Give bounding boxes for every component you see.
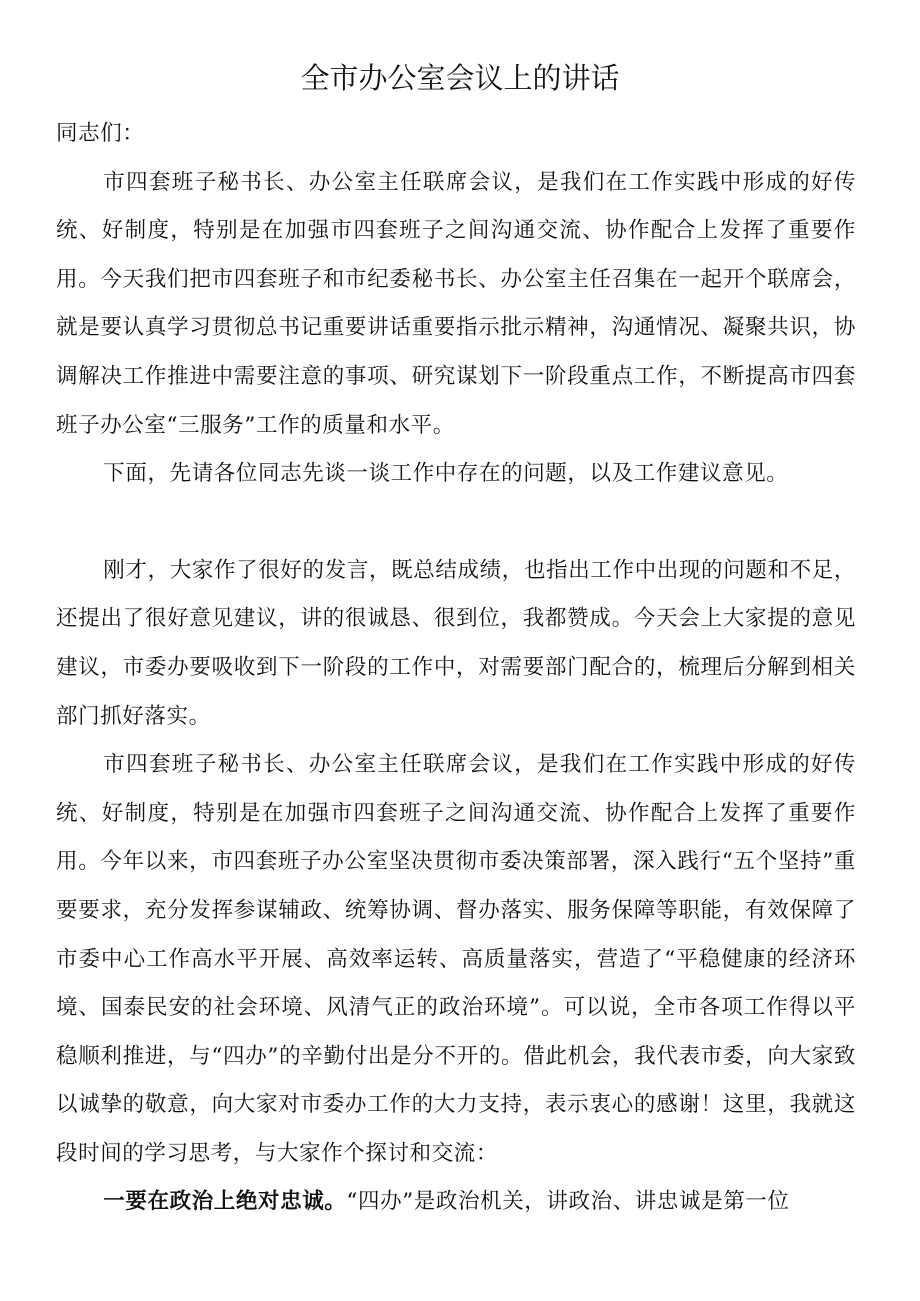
paragraph-spacer — [56, 499, 856, 547]
document-title: 全市办公室会议上的讲话 — [300, 61, 620, 95]
paragraph-opening: 市四套班子秘书长、办公室主任联席会议，是我们在工作实践中形成的好传统、好制度，特别是在加强市四套班子之间沟通交流、协作配合上发挥了重要作用。今天我们把市四套班子和市纪委秘书长、办公室主任召集在一起开个联席会，就是要认真学习贯彻总书记重要讲话重要指示批示精神，沟通情况、凝聚共识，协调解决工作推进中需要注意的事项、研究谋划下一阶段重点工作，不断提高市四套班子办公室“三服务”工作的质量和水平。 — [56, 169, 856, 438]
point-one-text: “四办”是政治机关，讲政治、讲忠诚是第一位 — [346, 1189, 790, 1215]
salutation: 同志们： — [56, 121, 145, 146]
document-body — [56, 110, 856, 1227]
paragraph-invite-discussion: 下面，先请各位同志先谈一谈工作中存在的问题，以及工作建议意见。 — [103, 461, 789, 487]
point-one-heading: 一要在政治上绝对忠诚。 — [103, 1189, 347, 1215]
paragraph-achievements: 市四套班子秘书长、办公室主任联席会议，是我们在工作实践中形成的好传统、好制度，特别是在加强市四套班子之间沟通交流、协作配合上发挥了重要作用。今年以来，市四套班子办公室坚决贯彻市委决策部署，深入践行“五个坚持”重要要求，充分发挥参谋辅政、统筹协调、督办落实、服务保障等职能，有效保障了市委中心工作高水平开展、高效率运转、高质量落实，营造了“平稳健康的经济环境、国泰民安的社会环境、风清气正的政治环境”。可以说，全市各项工作得以平稳顺利推进，与“四办”的辛勤付出是分不开的。借此机会，我代表市委，向大家致以诚挚的敬意，向大家对市委办工作的大力支持，表示衷心的感谢！这里，我就这段时间的学习思考，与大家作个探讨和交流： — [56, 752, 856, 1166]
paragraph-point-one — [56, 1178, 856, 1227]
paragraph-summary: 刚才，大家作了很好的发言，既总结成绩，也指出工作中出现的问题和不足，还提出了很好意见建议，讲的很诚恳、很到位，我都赞成。今天会上大家提的意见建议，市委办要吸收到下一阶段的工作中，对需要部门配合的，梳理后分解到相关部门抓好落实。 — [56, 557, 856, 729]
